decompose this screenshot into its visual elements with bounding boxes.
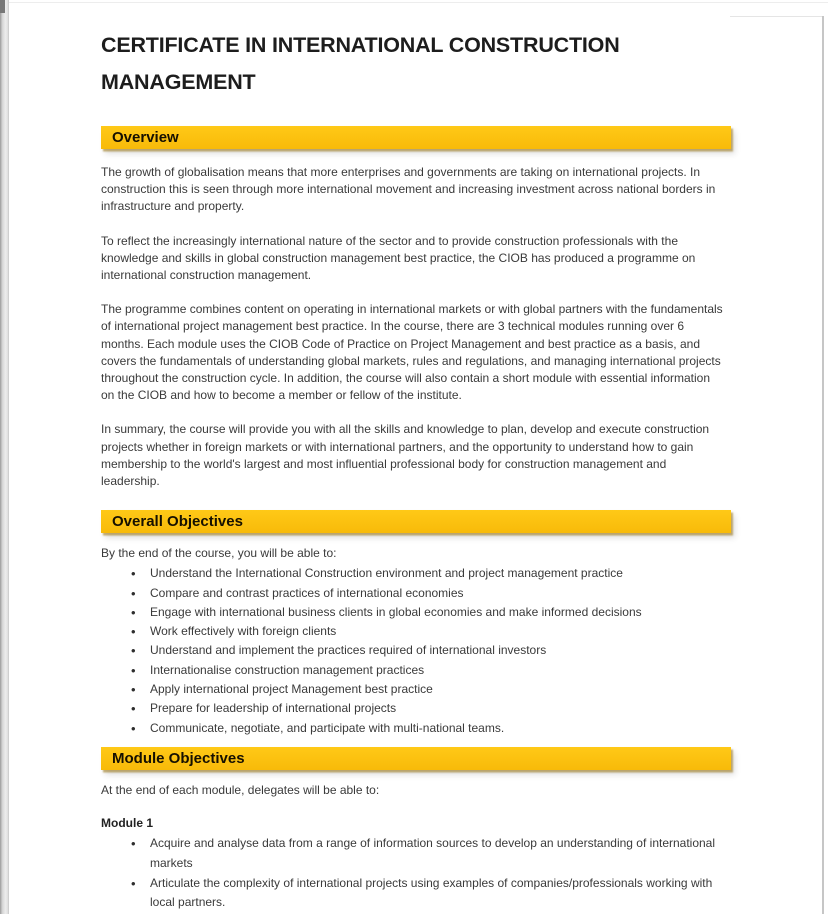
objective-item: • Prepare for leadership of international projects xyxy=(101,699,725,718)
module-objectives-intro: At the end of each module, delegates will be able to: xyxy=(101,782,380,797)
overview-paragraph: The programme combines content on operating in international markets or with global partners with the fundamentals of international project management best practice. In the course, there are 3 technical modules running over 6 months. Each module uses the CIOB Code of Practice on Project Management and best practice as a basis, and covers the fundamentals of understanding global markets, rules and regulations, and managing international projects throughout the construction cycle. In addition, the course will also contain a short module with essential information on the CIOB and how to become a member or fellow of the institute. xyxy=(101,302,723,403)
page-top-right-edge-line xyxy=(730,16,822,17)
objective-item: • Internationalise construction management practices xyxy=(101,661,725,680)
document-content xyxy=(101,27,731,913)
page-corner-notch xyxy=(0,0,5,13)
section-heading-overview: Overview xyxy=(101,126,731,149)
section-heading-module-objectives: Module Objectives xyxy=(101,747,731,770)
objective-item: • Work effectively with foreign clients xyxy=(101,622,725,641)
module-objective-item: • Articulate the complexity of international projects using examples of companies/professionals working with local partners. xyxy=(101,874,725,914)
module-1-objectives-list xyxy=(101,834,725,913)
overall-objectives-intro: By the end of the course, you will be able to: xyxy=(101,546,337,561)
overall-objectives-list xyxy=(101,564,725,738)
objective-item: • Engage with international business clients in global economies and make informed decisions xyxy=(101,603,725,622)
page-right-edge-line xyxy=(822,16,824,914)
objective-item: • Apply international project Management best practice xyxy=(101,680,725,699)
objective-item: • Understand the International Construction environment and project management practice xyxy=(101,564,725,583)
objective-item: • Understand and implement the practices required of international investors xyxy=(101,641,725,660)
page-left-edge-shadow xyxy=(0,0,9,914)
objective-item: • Compare and contrast practices of international economies xyxy=(101,584,725,603)
page-top-edge-line xyxy=(9,2,828,3)
overview-paragraph: To reflect the increasingly international nature of the sector and to provide construction professionals with the knowledge and skills in global construction management best practice, the CIOB has produced a programme on international construction management. xyxy=(101,233,696,283)
section-heading-overall-objectives: Overall Objectives xyxy=(101,510,731,533)
objective-item: • Communicate, negotiate, and participate with multi-national teams. xyxy=(101,719,725,738)
document-title: CERTIFICATE IN INTERNATIONAL CONSTRUCTION MANAGEMENT xyxy=(101,33,620,94)
module-1-heading: Module 1 xyxy=(101,815,154,830)
overview-paragraph: In summary, the course will provide you with all the skills and knowledge to plan, develop and execute construction projects whether in foreign markets or with international partners, and the opportunity to understand how to gain membership to the world's largest and most influential professional body for construction management and leadership. xyxy=(101,422,710,489)
module-objective-item: • Acquire and analyse data from a range of information sources to develop an understanding of international markets xyxy=(101,834,725,874)
overview-paragraph: The growth of globalisation means that more enterprises and governments are taking on international projects. In construction this is seen through more international movement and increasing investment across national borders in infrastructure and property. xyxy=(101,165,716,214)
